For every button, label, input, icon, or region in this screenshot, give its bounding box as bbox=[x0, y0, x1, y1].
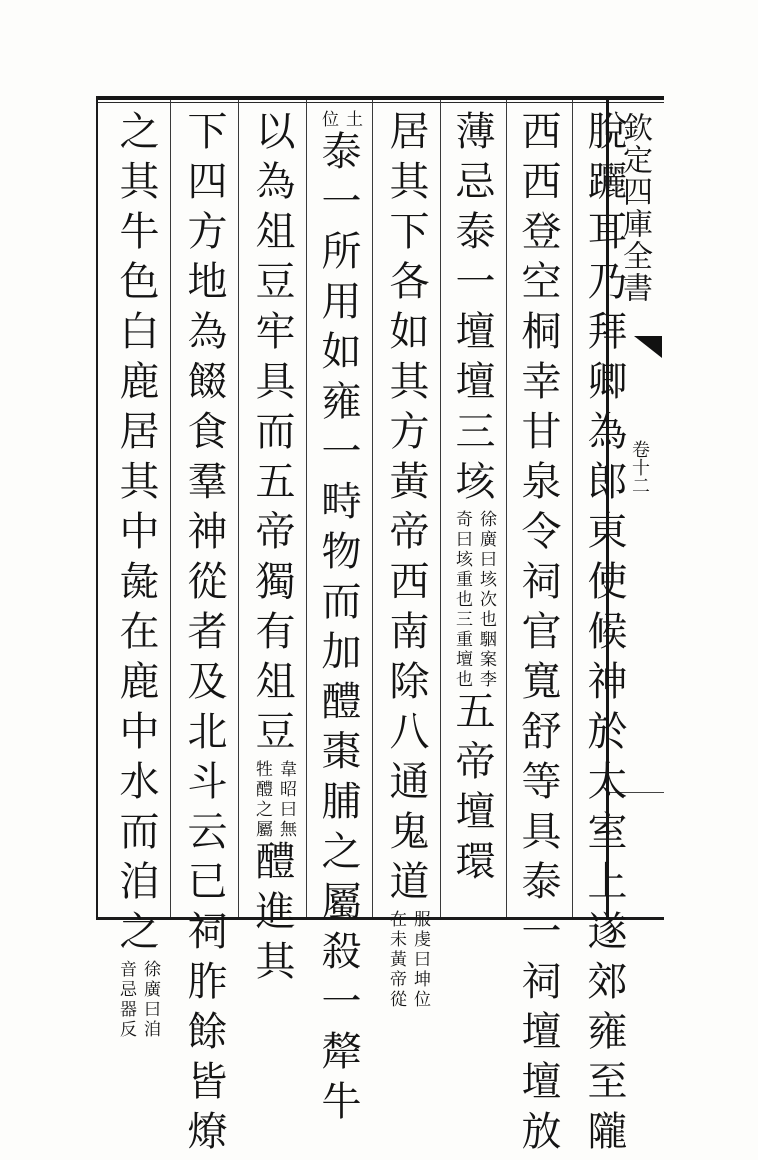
main-text: 居其下各如其方黃帝西南除八通鬼道 bbox=[383, 110, 429, 910]
note-line: 徐廣曰洎 bbox=[140, 960, 160, 1040]
frame-left-border bbox=[96, 96, 98, 920]
text-column-2 bbox=[512, 110, 564, 1160]
main-text: 之其牛色白鹿居其中彘在鹿中水而洎之 bbox=[113, 110, 159, 960]
note-line: 服虔曰坤位 bbox=[410, 910, 430, 1010]
note-line: 牲醴之屬 bbox=[252, 760, 272, 840]
commentary-note bbox=[250, 760, 298, 840]
frame-top-border bbox=[96, 96, 664, 100]
main-text: 醴進其 bbox=[249, 840, 295, 990]
commentary-note bbox=[384, 910, 432, 1010]
main-text: 五帝壇環 bbox=[449, 690, 495, 890]
column-rule bbox=[238, 100, 239, 917]
column-rule bbox=[506, 100, 507, 917]
commentary-note bbox=[114, 960, 162, 1040]
note-line: 在未黃帝從 bbox=[386, 910, 406, 1010]
text-column-4 bbox=[380, 110, 432, 1010]
fishtail-mark bbox=[634, 336, 662, 358]
text-column-6 bbox=[246, 110, 298, 990]
text-column-5 bbox=[312, 110, 364, 1130]
commentary-note bbox=[450, 510, 498, 690]
main-text: 以為俎豆牢具而五帝獨有俎豆 bbox=[249, 110, 295, 760]
main-text: 泰一所用如雍一畤物而加醴棗脯之屬殺一犛牛 bbox=[315, 130, 361, 1130]
main-text: 脫躧耳乃拜卿為郎東使候神於太室上遂郊雍至隴 bbox=[581, 110, 627, 1160]
text-column-3 bbox=[446, 110, 498, 890]
book-title: 欽定四庫全書 bbox=[617, 112, 652, 304]
note-line: 徐廣曰垓次也駰案李 bbox=[476, 510, 496, 690]
commentary-note bbox=[316, 110, 364, 130]
main-text: 薄忌泰一壇壇三垓 bbox=[449, 110, 495, 510]
column-rule bbox=[170, 100, 171, 917]
main-text: 下四方地為餟食羣神從者及北斗云已祠胙餘皆燎 bbox=[181, 110, 227, 1160]
frame-top-inner-border bbox=[96, 102, 664, 103]
note-line: 韋昭曰無 bbox=[276, 760, 296, 840]
note-line: 音忌器反 bbox=[116, 960, 136, 1040]
main-text: 西西登空桐幸甘泉令祠官寬舒等具泰一祠壇壇放 bbox=[515, 110, 561, 1160]
column-rule bbox=[306, 100, 307, 917]
column-rule bbox=[440, 100, 441, 917]
column-rule bbox=[372, 100, 373, 917]
text-column-1 bbox=[578, 110, 630, 1160]
juan-label: 卷十二 bbox=[629, 440, 650, 494]
text-column-8 bbox=[110, 110, 162, 1040]
note-line: 奇曰垓重也三重壇也 bbox=[452, 510, 472, 690]
text-column-7 bbox=[178, 110, 230, 1160]
column-rule bbox=[572, 100, 573, 917]
note-line: 土 bbox=[342, 110, 362, 130]
note-line: 位 bbox=[318, 110, 338, 130]
